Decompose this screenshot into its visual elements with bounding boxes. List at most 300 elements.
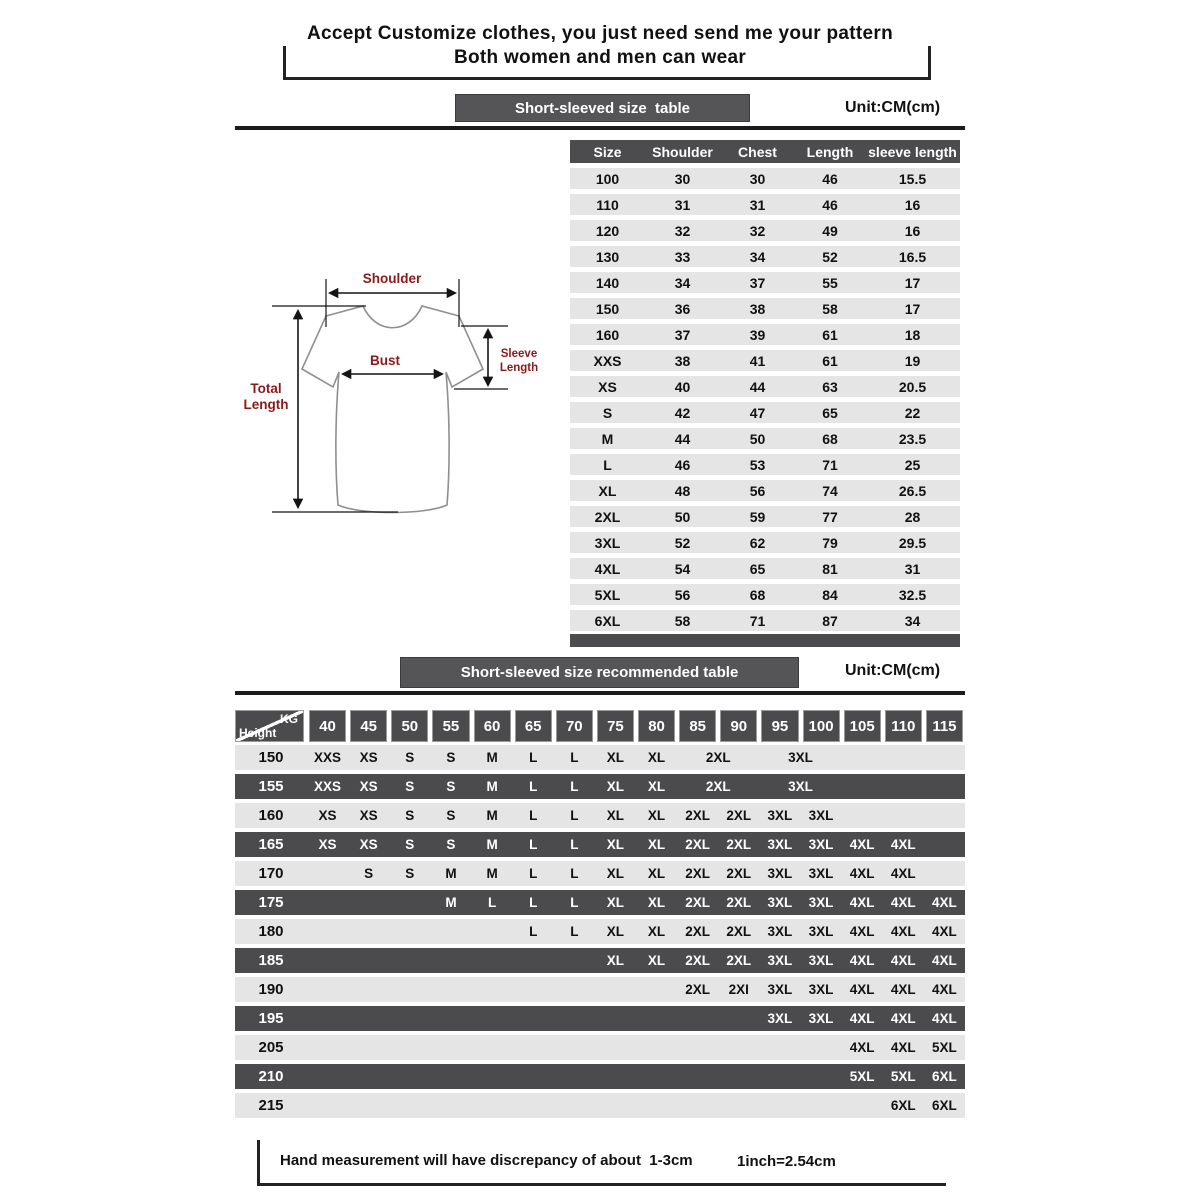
size-table-cell: 61 <box>822 326 838 343</box>
recommended-cell: XL <box>647 924 666 939</box>
size-table-cell: 17 <box>904 300 921 317</box>
size-table-cell: 46 <box>822 170 838 187</box>
corner-kg-label: KG <box>280 712 298 726</box>
recommended-cell: 3XL <box>767 808 793 823</box>
banner-line2: Both women and men can wear <box>453 47 747 68</box>
recommended-cell: XL <box>606 837 625 852</box>
weight-header-85: 85 <box>679 710 716 742</box>
size-table-cell: 50 <box>674 508 691 525</box>
recommended-row-185 <box>235 948 965 973</box>
recommended-cell: L <box>529 924 538 939</box>
size-table-cell: 34 <box>904 612 921 629</box>
recommended-cell: XXS <box>314 779 342 794</box>
recommended-cell: S <box>405 866 415 881</box>
weight-header-65: 65 <box>515 710 552 742</box>
recommended-cell: M <box>486 866 498 881</box>
weight-header-95: 95 <box>761 710 798 742</box>
recommended-cell: 2XL <box>685 924 711 939</box>
tshirt-outline <box>302 306 483 513</box>
size-table-cell: 32 <box>749 222 766 239</box>
recommended-cell: M <box>486 808 498 823</box>
recommended-cell: XL <box>606 808 625 823</box>
size-table-cell: 79 <box>822 534 838 551</box>
size-table-unit: Unit:CM(cm) <box>845 99 941 116</box>
recommended-cell: XS <box>359 779 378 794</box>
height-label: 190 <box>258 981 284 998</box>
recommended-cell: XL <box>647 953 666 968</box>
recommended-cell: XL <box>647 750 666 765</box>
size-table <box>570 140 960 647</box>
recommended-cell: L <box>487 895 497 910</box>
recommended-cell: L <box>529 779 538 794</box>
size-table-cell: 81 <box>822 560 838 577</box>
weight-header-70: 70 <box>556 710 593 742</box>
recommended-cell: 2XL <box>685 953 711 968</box>
size-table-cell: 38 <box>749 300 766 317</box>
size-table-cell: 55 <box>822 274 838 291</box>
recommended-cell: L <box>529 895 538 910</box>
weight-header-60: 60 <box>474 710 511 742</box>
size-table-cell: 29.5 <box>898 534 927 551</box>
size-table-cell: 150 <box>595 300 620 317</box>
recommended-cell: 3XL <box>767 1011 793 1026</box>
size-table-cell: 37 <box>674 326 691 343</box>
size-table-header-size: Size <box>593 143 622 160</box>
size-table-cell: 71 <box>822 456 838 473</box>
size-table-cell: 31 <box>904 560 921 577</box>
size-table-row <box>570 324 960 345</box>
size-table-cell: 41 <box>749 352 766 369</box>
size-table-cell: 28 <box>904 508 921 525</box>
recommended-cell: 3XL <box>808 837 834 852</box>
recommended-cell: XXS <box>314 750 342 765</box>
recommended-row-205 <box>235 1035 965 1060</box>
recommended-cell: 2XL <box>726 924 752 939</box>
weight-header-100: 100 <box>803 710 840 742</box>
size-table-header-length: Length <box>806 143 854 160</box>
recommended-cell: 3XL <box>808 866 834 881</box>
divider-top <box>235 126 965 130</box>
recommended-cell: 2XL <box>705 779 731 794</box>
size-table-cell: XXS <box>593 352 622 369</box>
size-table-cell: 61 <box>822 352 838 369</box>
weight-header-40: 40 <box>309 710 346 742</box>
recommended-cell: XS <box>359 750 378 765</box>
recommended-cell: M <box>486 837 498 852</box>
size-table-cell: 52 <box>822 248 838 265</box>
recommended-cell: L <box>570 924 579 939</box>
size-table-cell: 31 <box>674 196 691 213</box>
size-table-cell: 71 <box>749 612 766 629</box>
size-table-cell: 59 <box>749 508 766 525</box>
recommended-cell: M <box>445 866 457 881</box>
size-table-cell: 47 <box>749 404 766 421</box>
recommended-cell: XL <box>606 779 625 794</box>
recommended-cell: L <box>570 866 579 881</box>
corner-height-label: Height <box>239 726 277 740</box>
size-table-cell: 18 <box>904 326 921 343</box>
size-table-row <box>570 402 960 423</box>
size-table-cell: 33 <box>674 248 691 265</box>
recommended-table-title-bar <box>400 657 799 688</box>
recommended-cell: 2XL <box>685 808 711 823</box>
size-table-row <box>570 272 960 293</box>
recommended-cell: M <box>486 779 498 794</box>
size-table-row <box>570 428 960 449</box>
recommended-row-180 <box>235 919 965 944</box>
tshirt-measurement-diagram <box>230 253 566 548</box>
size-table-cell: 34 <box>674 274 691 291</box>
recommended-cell: L <box>570 895 579 910</box>
size-table-cell: 38 <box>674 352 691 369</box>
size-table-cell: 37 <box>749 274 766 291</box>
size-table-cell: 50 <box>749 430 766 447</box>
recommended-cell: M <box>445 895 457 910</box>
size-table-cell: 25 <box>904 456 921 473</box>
size-table-row <box>570 298 960 319</box>
size-table-row <box>570 610 960 631</box>
size-table-cell: 32.5 <box>898 586 927 603</box>
size-table-cell: 65 <box>822 404 838 421</box>
size-table-cell: 77 <box>822 508 838 525</box>
recommended-cell: 2XI <box>728 982 749 997</box>
size-table-cell: 46 <box>674 456 691 473</box>
recommended-cell: 5XL <box>932 1040 957 1055</box>
recommended-cell: 4XL <box>849 895 875 910</box>
recommended-cell: L <box>529 837 538 852</box>
recommended-cell: 6XL <box>932 1069 957 1084</box>
recommended-cell: 2XL <box>685 895 711 910</box>
weight-header-55: 55 <box>432 710 469 742</box>
height-label: 180 <box>258 923 284 940</box>
recommended-cell: 4XL <box>849 866 875 881</box>
recommended-row-190 <box>235 977 965 1002</box>
recommended-cell: 4XL <box>890 895 916 910</box>
recommended-cell: 4XL <box>932 924 957 939</box>
recommended-cell: 2XL <box>705 750 731 765</box>
recommended-cell: 4XL <box>932 1011 957 1026</box>
bust-label: Bust <box>370 353 400 368</box>
recommended-cell: 4XL <box>932 982 957 997</box>
size-table-cell: 120 <box>595 222 620 239</box>
height-label: 165 <box>258 836 284 853</box>
height-label: 160 <box>258 807 284 824</box>
recommended-cell: XL <box>606 924 625 939</box>
size-table-cell: 39 <box>749 326 766 343</box>
size-table-cell: 15.5 <box>898 170 927 187</box>
total-length-label-1: Total <box>250 381 282 396</box>
recommended-cell: 2XL <box>726 895 752 910</box>
size-table-cell: 56 <box>749 482 766 499</box>
size-table-cell: 19 <box>904 352 921 369</box>
recommended-cell: 4XL <box>849 837 875 852</box>
size-table-cell: 31 <box>749 196 766 213</box>
weight-header-105: 105 <box>844 710 881 742</box>
recommended-cell: 4XL <box>890 837 916 852</box>
recommended-cell: XS <box>318 837 337 852</box>
size-table-cell: L <box>603 456 612 473</box>
size-table-cell: 58 <box>674 612 691 629</box>
size-table-row <box>570 246 960 267</box>
recommended-cell: XL <box>647 895 666 910</box>
recommended-cell: 3XL <box>767 866 793 881</box>
recommended-cell: 4XL <box>849 1011 875 1026</box>
size-table-row <box>570 506 960 527</box>
size-table-row <box>570 584 960 605</box>
size-table-cell: 30 <box>674 170 691 187</box>
recommended-table-header-row <box>235 710 965 742</box>
recommended-cell: 3XL <box>788 750 813 765</box>
size-table-cell: 32 <box>674 222 691 239</box>
size-table-cell: 46 <box>822 196 838 213</box>
recommended-row-215 <box>235 1093 965 1118</box>
size-table-cell: 44 <box>674 430 691 447</box>
footer-bracket-horizontal <box>257 1183 946 1186</box>
recommended-cell: 5XL <box>849 1069 875 1084</box>
recommended-cell: S <box>364 866 374 881</box>
size-table-cell: 54 <box>674 560 691 577</box>
sleeve-length-label-1: Sleeve <box>500 348 538 360</box>
size-table-header-sleeve-length: sleeve length <box>868 143 957 160</box>
size-table-cell: 74 <box>822 482 838 499</box>
recommended-cell: 6XL <box>932 1098 957 1113</box>
size-table-cell: 110 <box>596 196 619 213</box>
recommended-cell: XS <box>359 808 378 823</box>
height-label: 210 <box>258 1068 284 1085</box>
size-table-cell: 44 <box>749 378 766 395</box>
recommended-row-160 <box>235 803 965 828</box>
recommended-cell: S <box>405 808 415 823</box>
size-table-row <box>570 168 960 189</box>
recommended-cell: XL <box>606 953 625 968</box>
size-table-cell: M <box>601 430 614 447</box>
size-table-cell: XL <box>598 482 617 499</box>
size-table-header-shoulder: Shoulder <box>652 143 713 160</box>
recommended-cell: XL <box>647 866 666 881</box>
size-table-cell: 40 <box>674 378 691 395</box>
size-table-cell: 20.5 <box>898 378 927 395</box>
recommended-cell: 2XL <box>726 837 752 852</box>
size-table-row <box>570 376 960 397</box>
recommended-cell: 4XL <box>849 982 875 997</box>
recommended-cell: 4XL <box>849 924 875 939</box>
size-table-row <box>570 194 960 215</box>
recommended-cell: 2XL <box>685 837 711 852</box>
recommended-cell: L <box>570 750 579 765</box>
banner-border <box>283 46 931 80</box>
recommended-cell: 2XL <box>685 982 711 997</box>
recommended-cell: S <box>405 750 415 765</box>
recommended-cell: 6XL <box>890 1098 916 1113</box>
total-length-label-2: Length <box>243 397 289 412</box>
recommended-cell: L <box>570 779 579 794</box>
recommended-cell: XL <box>647 779 666 794</box>
recommended-row-175 <box>235 890 965 915</box>
size-table-cell: 140 <box>595 274 620 291</box>
height-label: 185 <box>258 952 284 969</box>
size-table-row <box>570 350 960 371</box>
recommended-cell: L <box>529 750 538 765</box>
recommended-cell: 2XL <box>726 866 752 881</box>
weight-header-115: 115 <box>926 710 963 742</box>
recommended-cell: 2XL <box>685 866 711 881</box>
recommended-cell: 3XL <box>767 924 793 939</box>
recommended-cell: S <box>446 808 456 823</box>
recommended-cell: S <box>446 750 456 765</box>
recommended-row-195 <box>235 1006 965 1031</box>
size-table-cell: 30 <box>749 170 766 187</box>
size-table-cell: S <box>602 404 613 421</box>
recommended-cell: 4XL <box>849 953 875 968</box>
recommended-cell: 2XL <box>726 953 752 968</box>
divider-middle <box>235 691 965 695</box>
recommended-cell: 3XL <box>767 837 793 852</box>
size-table-cell: 48 <box>674 482 691 499</box>
size-table-cell: 52 <box>674 534 691 551</box>
recommended-cell: 3XL <box>808 895 834 910</box>
recommended-cell: 3XL <box>808 808 834 823</box>
size-table-cell: 34 <box>749 248 766 265</box>
height-label: 175 <box>258 894 284 911</box>
weight-header-110: 110 <box>885 710 922 742</box>
recommended-cell: XL <box>647 837 666 852</box>
height-label: 155 <box>258 778 284 795</box>
recommended-cell: XL <box>606 750 625 765</box>
size-table-title: Short-sleeved size table <box>514 99 691 117</box>
weight-header-50: 50 <box>391 710 428 742</box>
size-table-cell: 130 <box>595 248 620 265</box>
recommended-cell: 4XL <box>890 953 916 968</box>
size-table-cell: 16 <box>904 222 921 239</box>
weight-header-75: 75 <box>597 710 634 742</box>
size-table-row <box>570 480 960 501</box>
recommended-cell: 4XL <box>932 895 957 910</box>
height-label: 195 <box>258 1010 284 1027</box>
weight-header-90: 90 <box>720 710 757 742</box>
footer-note: Hand measurement will have discrepancy of about 1-3cm <box>280 1152 693 1169</box>
height-label: 205 <box>258 1039 284 1056</box>
recommended-cell: XS <box>318 808 337 823</box>
size-table-cell: 58 <box>822 300 838 317</box>
recommended-cell: 3XL <box>808 924 834 939</box>
size-table-row <box>570 558 960 579</box>
height-label: 170 <box>258 865 284 882</box>
recommended-cell: L <box>570 837 579 852</box>
recommended-cell: S <box>446 779 456 794</box>
size-table-cell: 6XL <box>594 612 621 629</box>
recommended-cell: 3XL <box>788 779 813 794</box>
sleeve-length-label-2: Length <box>499 362 539 374</box>
recommended-cell: 3XL <box>808 953 834 968</box>
size-table-cell: 17 <box>904 274 921 291</box>
recommended-cell: L <box>570 808 579 823</box>
size-table-cell: 16 <box>904 196 921 213</box>
recommended-cell: 4XL <box>890 1040 916 1055</box>
size-table-cell: 53 <box>749 456 766 473</box>
size-table-cell: 68 <box>749 586 766 603</box>
recommended-cell: XL <box>606 866 625 881</box>
size-table-cell: 5XL <box>594 586 621 603</box>
recommended-cell: L <box>529 808 538 823</box>
shoulder-label: Shoulder <box>362 271 422 286</box>
recommended-row-150 <box>235 745 965 770</box>
size-table-cell: 84 <box>822 586 838 603</box>
footer-bracket-vertical <box>257 1140 260 1185</box>
size-table-cell: 26.5 <box>898 482 927 499</box>
recommended-cell: XL <box>647 808 666 823</box>
size-table-cell: 56 <box>674 586 691 603</box>
size-table-row <box>570 532 960 553</box>
size-table-title-bar <box>455 94 750 122</box>
size-table-cell: 100 <box>595 170 620 187</box>
size-table-cell: 3XL <box>594 534 621 551</box>
footer-conversion: 1inch=2.54cm <box>737 1153 836 1170</box>
size-table-cell: 16.5 <box>898 248 927 265</box>
recommended-row-155 <box>235 774 965 799</box>
recommended-table <box>235 710 965 1122</box>
recommended-cell: 3XL <box>767 953 793 968</box>
size-table-cell: 160 <box>595 326 620 343</box>
weight-header-80: 80 <box>638 710 675 742</box>
recommended-cell: S <box>405 779 415 794</box>
size-table-cell: 87 <box>822 612 838 629</box>
size-table-cell: 23.5 <box>898 430 927 447</box>
size-table-cell: 4XL <box>594 560 621 577</box>
size-table-cell: 22 <box>904 404 921 421</box>
recommended-cell: 3XL <box>767 895 793 910</box>
recommended-cell: XS <box>359 837 378 852</box>
recommended-cell: 4XL <box>890 1011 916 1026</box>
banner-line1: Accept Customize clothes, you just need send me your pattern <box>306 23 893 44</box>
recommended-cell: M <box>486 750 498 765</box>
weight-header-45: 45 <box>350 710 387 742</box>
recommended-row-210 <box>235 1064 965 1089</box>
recommended-table-unit: Unit:CM(cm) <box>845 662 941 679</box>
size-table-cell: 42 <box>674 404 691 421</box>
recommended-cell: 4XL <box>890 982 916 997</box>
recommended-cell: 4XL <box>849 1040 875 1055</box>
recommended-row-170 <box>235 861 965 886</box>
size-table-row <box>570 454 960 475</box>
recommended-cell: 4XL <box>932 953 957 968</box>
kg-height-corner-cell <box>235 710 304 742</box>
size-table-cell: 49 <box>822 222 838 239</box>
recommended-cell: XL <box>606 895 625 910</box>
size-table-cell: 36 <box>674 300 691 317</box>
recommended-cell: S <box>446 837 456 852</box>
size-table-cell: XS <box>598 378 617 395</box>
size-table-body <box>570 168 960 631</box>
recommended-cell: 3XL <box>808 1011 834 1026</box>
size-table-cell: 2XL <box>594 508 621 525</box>
size-table-cell: 63 <box>822 378 838 395</box>
height-label: 150 <box>258 749 284 766</box>
size-table-header-row <box>570 140 960 163</box>
size-table-cell: 68 <box>822 430 838 447</box>
recommended-cell: 2XL <box>726 808 752 823</box>
recommended-cell: S <box>405 837 415 852</box>
recommended-table-body <box>235 745 965 1118</box>
size-table-footer-bar <box>570 634 960 647</box>
size-table-row <box>570 220 960 241</box>
recommended-cell: 4XL <box>890 866 916 881</box>
recommended-cell: L <box>529 866 538 881</box>
recommended-row-165 <box>235 832 965 857</box>
recommended-cell: 3XL <box>767 982 793 997</box>
recommended-table-title: Short-sleeved size recommended table <box>460 664 739 681</box>
height-label: 215 <box>258 1097 284 1114</box>
recommended-cell: 4XL <box>890 924 916 939</box>
